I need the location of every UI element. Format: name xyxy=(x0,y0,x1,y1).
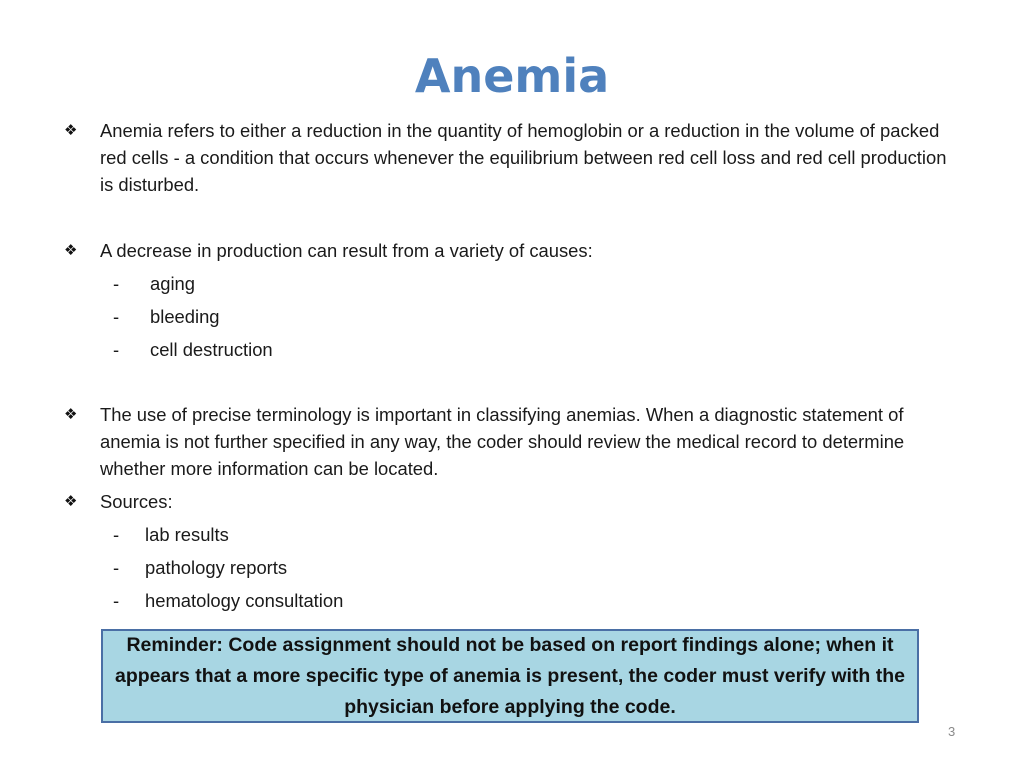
reminder-box xyxy=(101,629,919,723)
dash-marker: - xyxy=(113,557,120,578)
diamond-bullet-icon: ❖ xyxy=(64,121,78,139)
dash-marker: - xyxy=(113,590,120,611)
bullet-text: The use of precise terminology is important in classifying anemias. When a diagnostic statement of anemia is not further specified in any way, the coder should review the medical record to determine whether more information can be located. xyxy=(100,404,905,479)
sub-item-text: pathology reports xyxy=(145,557,288,578)
diamond-bullet-icon: ❖ xyxy=(64,492,78,510)
diamond-bullet-icon: ❖ xyxy=(64,405,78,423)
sub-item-text: hematology consultation xyxy=(145,590,344,611)
reminder-text: Reminder: Code assignment should not be based on report findings alone; when it appears that a more specific type of anemia is present, the coder must verify with the physician before applying the code. xyxy=(115,633,905,718)
bullet-text: Sources: xyxy=(100,491,173,512)
slide-title: Anemia xyxy=(414,49,610,103)
sub-item-text: aging xyxy=(150,273,195,294)
dash-marker: - xyxy=(113,306,120,327)
bullet-text: Anemia refers to either a reduction in the quantity of hemoglobin or a reduction in the volume of packed red cells - a condition that occurs whenever the equilibrium between red cell loss and red cell production is disturbed. xyxy=(100,120,947,195)
page-number: 3 xyxy=(948,724,956,739)
dash-marker: - xyxy=(113,524,120,545)
dash-marker: - xyxy=(113,339,120,360)
sub-item-text: bleeding xyxy=(150,306,220,327)
diamond-bullet-icon: ❖ xyxy=(64,241,78,259)
dash-marker: - xyxy=(113,273,120,294)
sub-item-text: cell destruction xyxy=(150,339,273,360)
sub-item-text: lab results xyxy=(145,524,229,545)
bullet-text: A decrease in production can result from a variety of causes: xyxy=(100,240,593,261)
